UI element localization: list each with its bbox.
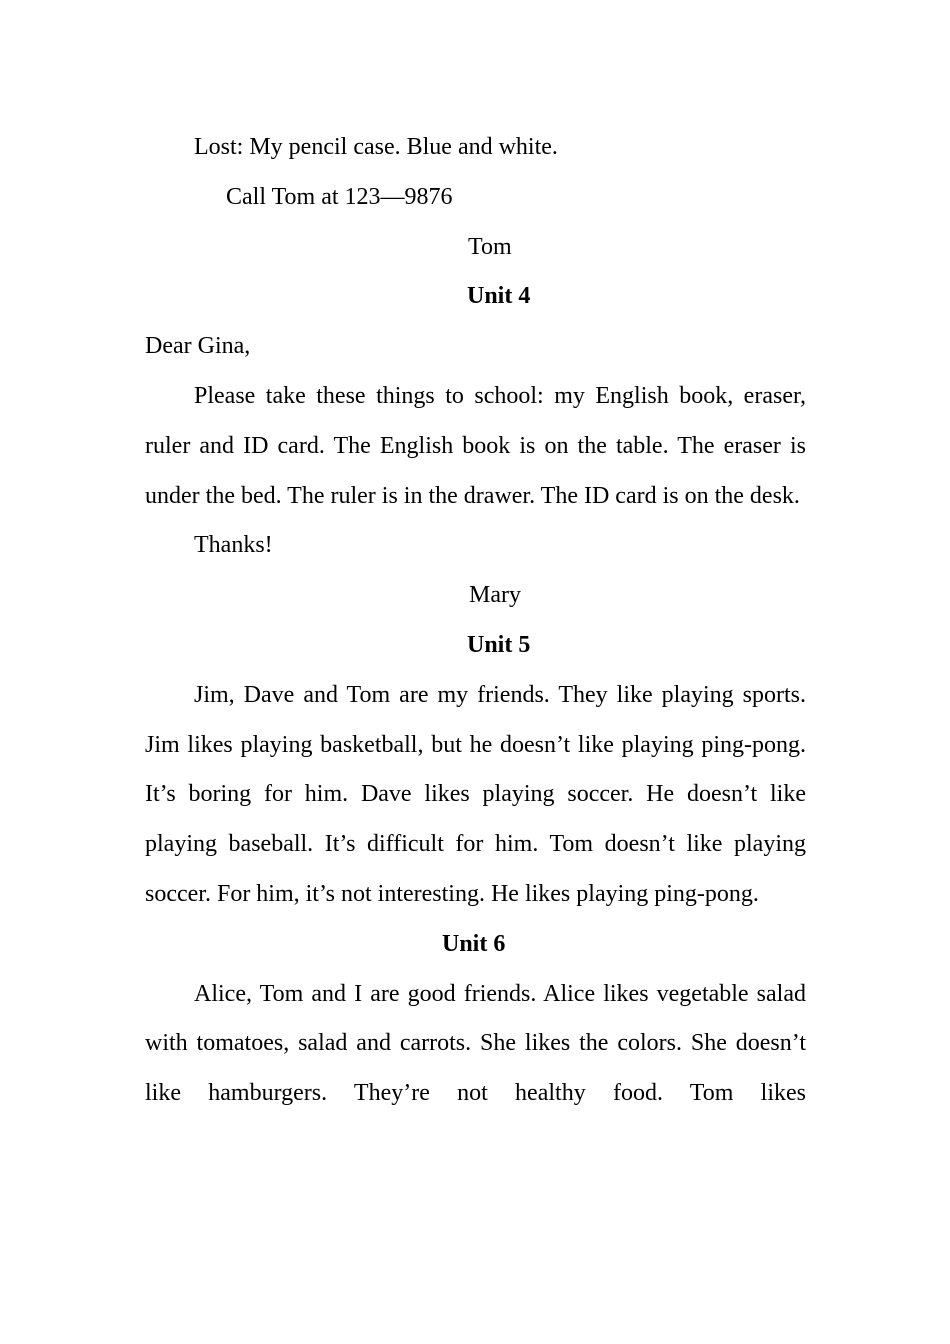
unit4-closing: Thanks!	[194, 532, 273, 559]
unit5-heading: Unit 5	[467, 631, 531, 658]
unit6-body-paragraph: Alice, Tom and I are good friends. Alice likes vegetable salad with tomatoes, salad and carrots. She likes the colors. She doesn’t like hamburgers. They’re not healthy food. Tom likes	[145, 980, 806, 1107]
call-notice-line: Call Tom at 123—9876	[226, 183, 453, 210]
unit4-heading: Unit 4	[467, 283, 531, 310]
unit4-signature: Mary	[469, 582, 521, 609]
notice-signature: Tom	[468, 233, 512, 260]
unit5-body-paragraph: Jim, Dave and Tom are my friends. They like playing sports. Jim likes playing basketball, but he doesn’t like playing ping-pong. It’s boring for him. Dave likes playing soccer. He doesn’t like playing baseball. It’s difficult for him. Tom doesn’t like playing soccer. For him, it’s not interesting. He likes playing ping-pong.	[145, 681, 806, 907]
unit4-salutation: Dear Gina,	[145, 333, 251, 360]
unit6-heading: Unit 6	[442, 930, 506, 957]
document-content	[145, 123, 806, 1119]
lost-notice-line: Lost: My pencil case. Blue and white.	[194, 134, 558, 160]
unit4-body-paragraph: Please take these things to school: my English book, eraser, ruler and ID card. The English book is on the table. The eraser is under the bed. The ruler is in the drawer. The ID card is on the desk.	[145, 382, 806, 509]
